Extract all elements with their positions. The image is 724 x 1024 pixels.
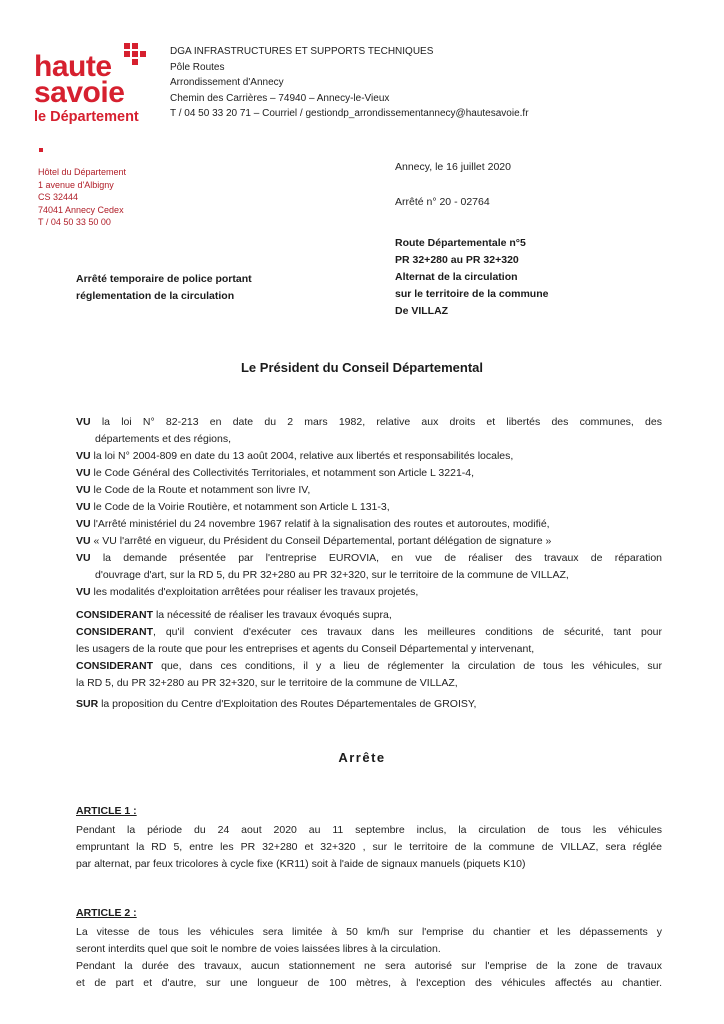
logo-squares-icon: [124, 43, 154, 73]
vu-item: [76, 584, 662, 601]
vu-text: la loi N° 2004-809 en date du 13 août 2004, relative aux libertés et responsabilités locales,: [93, 450, 514, 462]
logo-line-3: le Département: [34, 109, 139, 125]
hotel-line: 1 avenue d'Albigny: [38, 179, 114, 190]
hotel-address: [38, 166, 126, 229]
article-2-line: Pendant la durée des travaux, aucun stationnement ne sera autorisé sur l'emprise de la zone de travaux: [76, 960, 662, 972]
service-header: [170, 44, 529, 122]
article-1-line: empruntant la RD 5, entre les PR 32+280 et 32+320 , sur le territoire de la commune de VILLAZ, sera réglée: [76, 841, 662, 853]
vu-text: l'Arrêté ministériel du 24 novembre 1967 relatif à la signalisation des routes et autoroutes, modifié,: [93, 518, 550, 530]
reference-line: Alternat de la circulation: [395, 271, 518, 283]
vu-keyword: VU: [76, 518, 91, 530]
considerant-keyword: CONSIDERANT: [76, 609, 154, 621]
vu-item: [76, 499, 662, 516]
reference-line: Route Départementale n°5: [395, 237, 526, 249]
hotel-line: CS 32444: [38, 192, 79, 202]
vu-keyword: VU: [76, 552, 91, 564]
vu-text: les modalités d'exploitation arrêtées pour réaliser les travaux projetés,: [93, 586, 419, 598]
article-2-line: et de part et d'autre, sur une longueur de 100 mètres, à l'exception des véhicules affectés au chantier.: [76, 977, 662, 989]
considerant-item-continuation: la RD 5, du PR 32+280 au PR 32+320, sur le territoire de la commune de VILLAZ,: [76, 677, 458, 689]
vu-item-continuation: d'ouvrage d'art, sur la RD 5, du PR 32+280 au PR 32+320, sur le territoire de la commune de VILLAZ,: [95, 569, 569, 581]
arrete-heading: Arrête: [338, 750, 386, 765]
logo-line-2: savoie: [34, 76, 125, 109]
article-2-body: [76, 924, 662, 992]
road-reference: [395, 235, 548, 320]
article-2-title: ARTICLE 2 :: [76, 907, 137, 919]
preamble: [76, 414, 662, 713]
considerant-item: [76, 624, 662, 641]
vu-item: [76, 482, 662, 499]
arrete-title: [76, 271, 252, 305]
hotel-line: 74041 Annecy Cedex: [38, 204, 124, 215]
vu-item-continuation: départements et des régions,: [95, 433, 231, 445]
vu-keyword: VU: [76, 501, 91, 513]
reference-line: sur le territoire de la commune: [395, 288, 549, 300]
considerant-item-continuation: les usagers de la route que pour les entreprises et agents du Conseil Départemental y intervenant,: [76, 643, 535, 655]
article-2-line: seront interdits quel que soit le nombre de voies laissées libres à la circulation.: [76, 943, 441, 955]
vu-text: « VU l'arrêté en vigueur, du Président du Conseil Départemental, portant délégation de signature »: [93, 535, 552, 547]
vu-keyword: VU: [76, 467, 91, 479]
header-line: Arrondissement d'Annecy: [170, 77, 284, 88]
vu-item: [76, 465, 662, 482]
document-date: Annecy, le 16 juillet 2020: [395, 161, 511, 173]
red-square-icon: [39, 148, 43, 152]
header-line: DGA INFRASTRUCTURES ET SUPPORTS TECHNIQUES: [170, 46, 434, 57]
vu-item: [76, 550, 662, 567]
considerant-text: , qu'il convient d'exécuter ces travaux dans les meilleures conditions de sécurité, tant pour: [153, 626, 662, 638]
reference-line: PR 32+280 au PR 32+320: [395, 254, 519, 266]
vu-keyword: VU: [76, 586, 91, 598]
vu-text: le Code Général des Collectivités Territoriales, et notamment son Article L 3221-4,: [93, 467, 475, 479]
considerant-keyword: CONSIDERANT: [76, 626, 154, 638]
president-heading: Le Président du Conseil Départemental: [240, 360, 483, 375]
vu-text: le Code de la Voirie Routière, et notamment son Article L 131-3,: [93, 501, 390, 513]
article-2-line: La vitesse de tous les véhicules sera limitée à 50 km/h sur l'emprise du chantier et les dépassements y: [76, 926, 662, 938]
arrete-number: Arrêté n° 20 - 02764: [395, 196, 490, 208]
considerant-text: que, dans ces conditions, il y a lieu de réglementer la circulation de tous les véhicules, sur: [161, 660, 662, 672]
sur-text: la proposition du Centre d'Exploitation des Routes Départementales de GROISY,: [101, 698, 477, 710]
header-line: T / 04 50 33 20 71 – Courriel / gestiondp_arrondissementannecy@hautesavoie.fr: [170, 108, 529, 119]
vu-text: le Code de la Route et notamment son livre IV,: [93, 484, 311, 496]
reference-line: De VILLAZ: [395, 305, 449, 317]
vu-text: la demande présentée par l'entreprise EUROVIA, en vue de réaliser des travaux de réparation: [102, 552, 662, 564]
hotel-line: T / 04 50 33 50 00: [38, 217, 111, 227]
header-line: Chemin des Carrières – 74940 – Annecy-le-Vieux: [170, 92, 390, 104]
considerant-keyword: CONSIDERANT: [76, 660, 154, 672]
vu-keyword: VU: [76, 450, 91, 462]
vu-keyword: VU: [76, 416, 91, 428]
arrete-title-line: Arrêté temporaire de police portant: [76, 273, 252, 285]
article-1-title: ARTICLE 1 :: [76, 805, 137, 817]
vu-item: [76, 448, 662, 465]
header-line: Pôle Routes: [170, 61, 225, 73]
sur-item: [76, 696, 662, 713]
vu-text: la loi N° 82-213 en date du 2 mars 1982, relative aux droits et libertés des communes, des: [101, 416, 662, 428]
vu-item: [76, 516, 662, 533]
vu-keyword: VU: [76, 535, 91, 547]
vu-item: [76, 414, 662, 431]
considerant-item: [76, 607, 662, 624]
vu-keyword: VU: [76, 484, 91, 496]
arrete-title-line: réglementation de la circulation: [76, 290, 235, 302]
article-1-line: par alternat, par feux tricolores à cycle fixe (KR11) soit à l'aide de signaux manuels (piquets K10): [76, 858, 526, 870]
sur-keyword: SUR: [76, 698, 99, 710]
article-1-body: [76, 822, 662, 873]
logo-line-1: haute: [34, 50, 112, 83]
considerant-text: la nécessité de réaliser les travaux évoqués supra,: [155, 609, 392, 621]
vu-item: [76, 533, 662, 550]
considerant-item: [76, 658, 662, 675]
hotel-line: Hôtel du Département: [38, 167, 127, 177]
article-1-line: Pendant la période du 24 aout 2020 au 11 septembre inclus, la circulation de tous les véhicules: [76, 824, 662, 836]
